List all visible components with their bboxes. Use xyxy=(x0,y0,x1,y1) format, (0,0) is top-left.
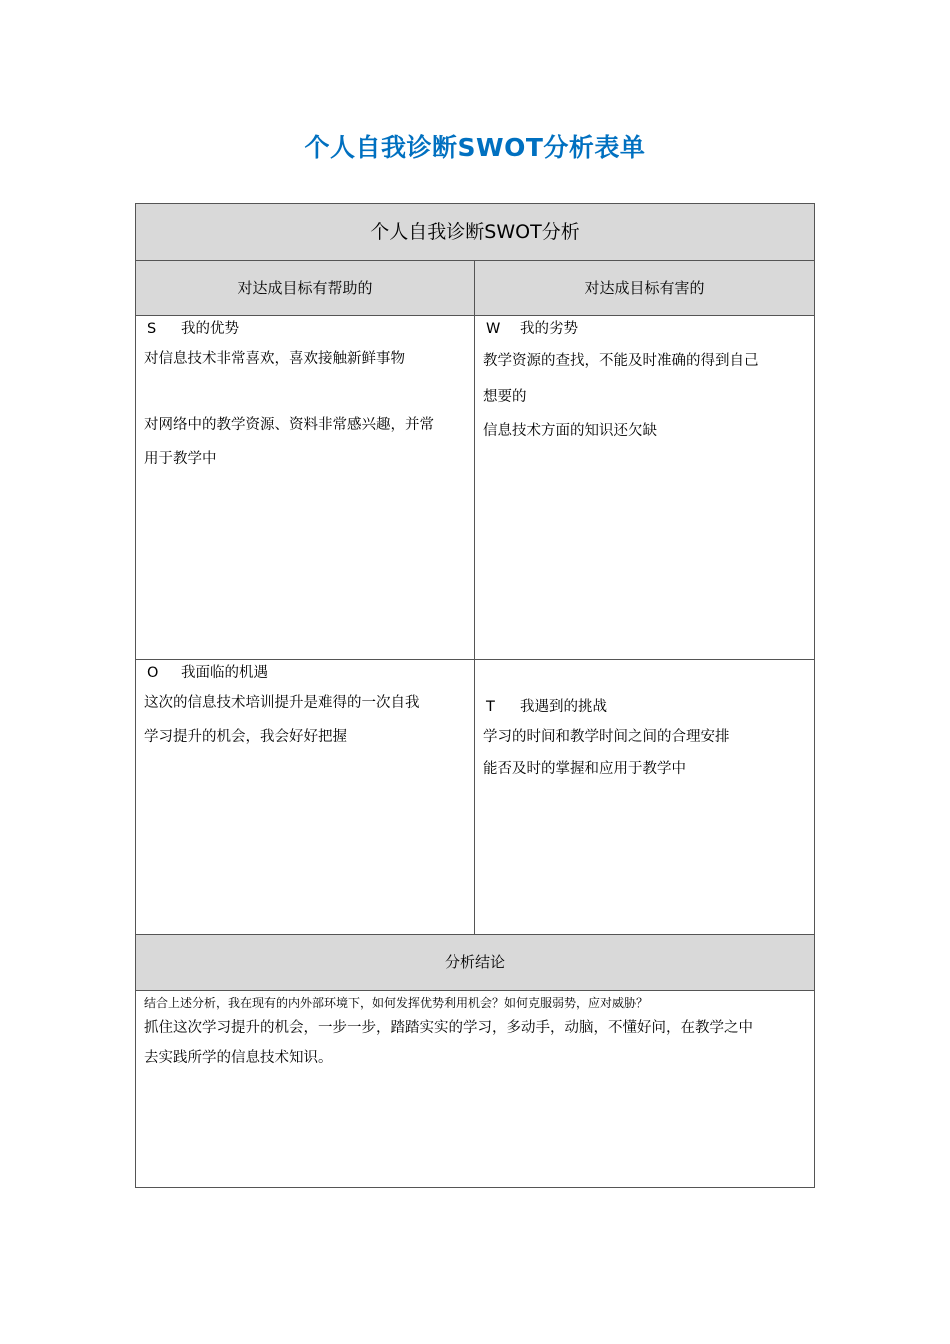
strengths-letter: S xyxy=(147,321,157,337)
conclusion-line: 抓住这次学习提升的机会，一步一步，踏踏实实的学习，多动手，动脑，不懂好问，在教学之中 xyxy=(144,1020,753,1036)
strengths-cell xyxy=(136,316,475,659)
column-headers-row xyxy=(136,261,814,316)
strengths-line: 对网络中的教学资源、资料非常感兴趣，并常 xyxy=(144,417,434,433)
strengths-weaknesses-row xyxy=(136,316,814,660)
conclusion-question: 结合上述分析，我在现有的内外部环境下，如何发挥优势利用机会？如何克服弱势，应对威胁？ xyxy=(144,996,649,1010)
threats-line: 学习的时间和教学时间之间的合理安排 xyxy=(483,729,730,745)
weaknesses-letter: W xyxy=(486,321,501,337)
weaknesses-title: 我的劣势 xyxy=(520,321,578,337)
helpful-header: 对达成目标有帮助的 xyxy=(237,279,373,297)
harmful-header-cell xyxy=(475,261,814,315)
weaknesses-heading xyxy=(483,316,806,342)
conclusion-cell xyxy=(136,991,814,1187)
conclusion-heading: 分析结论 xyxy=(136,935,814,991)
opportunities-title: 我面临的机遇 xyxy=(181,665,268,681)
opportunities-threats-row xyxy=(136,660,814,935)
threats-line: 能否及时的掌握和应用于教学中 xyxy=(483,761,686,777)
strengths-line: 用于教学中 xyxy=(144,451,217,467)
table-title: 个人自我诊断SWOT分析 xyxy=(136,204,814,261)
opportunities-line: 学习提升的机会，我会好好把握 xyxy=(144,729,347,745)
opportunities-heading xyxy=(144,660,466,686)
opportunities-line: 这次的信息技术培训提升是难得的一次自我 xyxy=(144,695,420,711)
threats-letter: T xyxy=(486,699,495,715)
weaknesses-cell xyxy=(475,316,814,659)
strengths-line: 对信息技术非常喜欢，喜欢接触新鲜事物 xyxy=(144,351,405,367)
swot-table xyxy=(135,203,815,1188)
threats-heading xyxy=(483,694,806,720)
weaknesses-line: 信息技术方面的知识还欠缺 xyxy=(483,423,657,439)
threats-cell xyxy=(475,660,814,934)
strengths-heading xyxy=(144,316,466,342)
document-title: 个人自我诊断SWOT分析表单 xyxy=(304,133,646,162)
opportunities-letter: O xyxy=(147,665,159,681)
helpful-header-cell xyxy=(136,261,475,315)
strengths-title: 我的优势 xyxy=(181,321,239,337)
weaknesses-line: 想要的 xyxy=(483,389,527,405)
harmful-header: 对达成目标有害的 xyxy=(584,279,705,297)
opportunities-cell xyxy=(136,660,475,934)
conclusion-line: 去实践所学的信息技术知识。 xyxy=(144,1050,333,1066)
weaknesses-line: 教学资源的查找，不能及时准确的得到自己 xyxy=(483,353,759,369)
threats-title: 我遇到的挑战 xyxy=(520,699,607,715)
